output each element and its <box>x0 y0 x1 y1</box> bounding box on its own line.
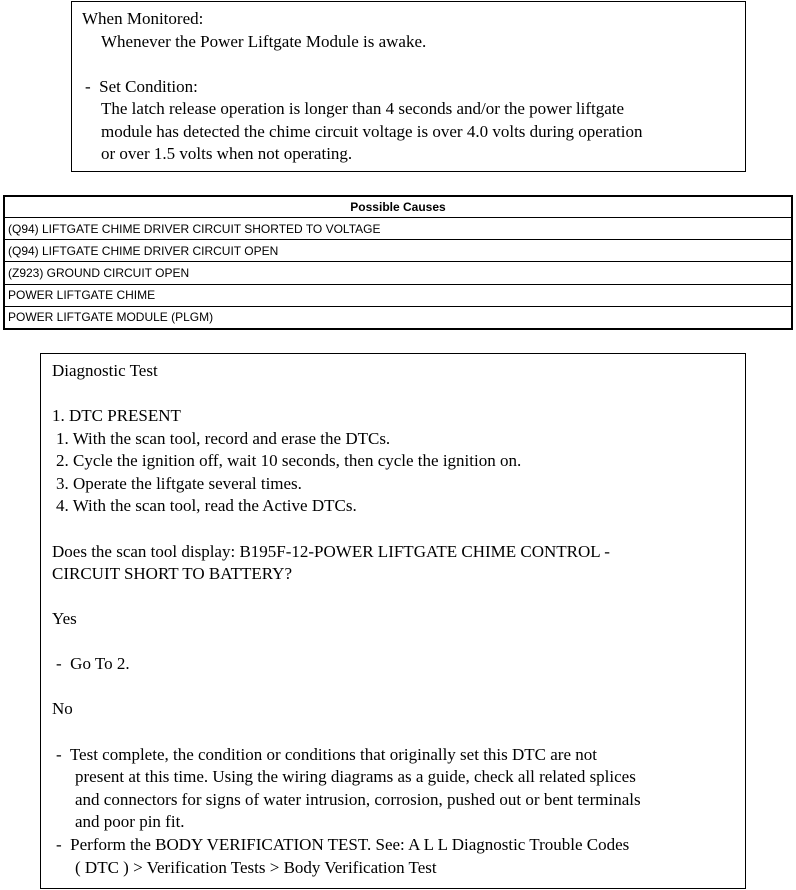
yes-label: Yes <box>52 609 77 629</box>
no-action-line: - Test complete, the condition or conditions that originally set this DTC are not <box>56 744 597 764</box>
cause-cell: POWER LIFTGATE CHIME <box>4 284 792 306</box>
possible-causes-table <box>3 195 793 330</box>
yes-action: - Go To 2. <box>56 654 130 674</box>
table-header-row <box>4 196 792 218</box>
spacer <box>52 518 735 541</box>
table-row <box>4 240 792 262</box>
spacer <box>52 631 735 654</box>
spacer <box>52 383 735 406</box>
no-action-line: ( DTC ) > Verification Tests > Body Verification Test <box>75 857 437 877</box>
step-heading: 1. DTC PRESENT <box>52 406 181 426</box>
when-monitored-text: Whenever the Power Liftgate Module is awake. <box>101 31 427 51</box>
question-line: Does the scan tool display: B195F-12-POWER LIFTGATE CHIME CONTROL - <box>52 541 610 561</box>
diagnostic-title: Diagnostic Test <box>52 361 158 380</box>
question-line: CIRCUIT SHORT TO BATTERY? <box>52 564 293 584</box>
table-row <box>4 306 792 329</box>
step-item: 4. With the scan tool, read the Active DTCs. <box>56 496 357 516</box>
step-item: 2. Cycle the ignition off, wait 10 seconds, then cycle the ignition on. <box>56 451 522 471</box>
spacer <box>82 53 735 76</box>
when-monitored-label: When Monitored: <box>82 9 204 28</box>
table-row <box>4 262 792 284</box>
set-condition-text-line: or over 1.5 volts when not operating. <box>101 144 353 163</box>
monitoring-conditions-box <box>71 1 746 172</box>
possible-causes-header: Possible Causes <box>4 196 792 218</box>
diagnostic-test-box <box>40 353 746 889</box>
no-action-line: and poor pin fit. <box>75 812 185 832</box>
cause-cell: (Q94) LIFTGATE CHIME DRIVER CIRCUIT OPEN <box>4 240 792 262</box>
set-condition-label: - Set Condition: <box>85 76 198 96</box>
table-row <box>4 218 792 240</box>
table-row <box>4 284 792 306</box>
spacer <box>52 586 735 609</box>
set-condition-text-line: module has detected the chime circuit voltage is over 4.0 volts during operation <box>101 121 643 141</box>
cause-cell: POWER LIFTGATE MODULE (PLGM) <box>4 306 792 329</box>
step-item: 3. Operate the liftgate several times. <box>56 473 302 493</box>
no-action-line: and connectors for signs of water intrusion, corrosion, pushed out or bent terminals <box>75 789 641 809</box>
no-action-line: present at this time. Using the wiring diagrams as a guide, check all related splices <box>75 767 636 787</box>
set-condition-text-line: The latch release operation is longer than 4 seconds and/or the power liftgate <box>101 99 625 118</box>
cause-cell: (Q94) LIFTGATE CHIME DRIVER CIRCUIT SHORTED TO VOLTAGE <box>4 218 792 240</box>
no-action-line: - Perform the BODY VERIFICATION TEST. See: A L L Diagnostic Trouble Codes <box>56 834 630 854</box>
step-item: 1. With the scan tool, record and erase the DTCs. <box>56 428 391 448</box>
cause-cell: (Z923) GROUND CIRCUIT OPEN <box>4 262 792 284</box>
spacer <box>52 676 735 699</box>
spacer <box>52 721 735 744</box>
no-label: No <box>52 699 73 719</box>
